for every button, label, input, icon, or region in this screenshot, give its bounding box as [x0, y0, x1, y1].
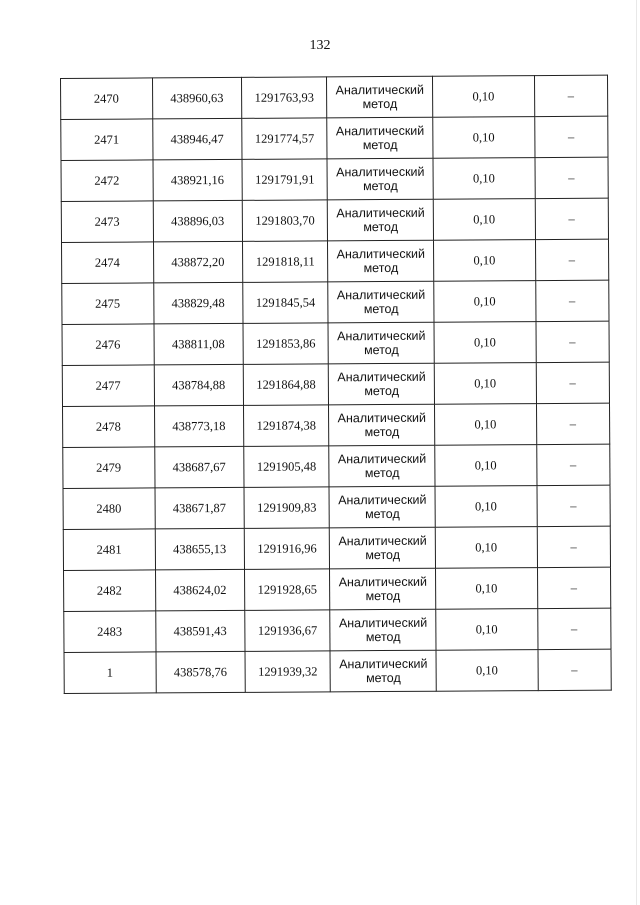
y-coordinate-cell: 1291936,67 [245, 610, 331, 652]
point-number-cell: 2472 [61, 160, 153, 202]
accuracy-cell: 0,10 [435, 404, 537, 446]
x-coordinate-cell: 438624,02 [155, 569, 245, 611]
point-number-cell: 2474 [62, 242, 154, 284]
point-number-cell: 2477 [62, 365, 154, 407]
accuracy-cell: 0,10 [436, 650, 538, 692]
method-line-2: метод [362, 96, 398, 112]
point-number-cell: 2473 [61, 201, 153, 243]
method-line-2: метод [365, 506, 400, 522]
note-cell: – [536, 321, 610, 362]
method-line-2: метод [363, 178, 398, 194]
point-number-cell: 2482 [64, 570, 156, 612]
accuracy-cell: 0,10 [434, 363, 536, 405]
note-cell: – [537, 485, 611, 526]
point-number-cell: 2476 [62, 324, 154, 366]
method-line-1: Аналитический [335, 123, 425, 138]
method-cell [328, 199, 434, 241]
method-line-2: метод [366, 670, 401, 686]
y-coordinate-cell: 1291864,88 [243, 364, 329, 406]
method-cell [330, 650, 436, 692]
method-line-1: Аналитический [338, 574, 428, 589]
table-row [61, 116, 608, 160]
method-line-1: Аналитический [338, 533, 427, 548]
accuracy-cell: 0,10 [433, 158, 535, 200]
note-cell: – [534, 116, 608, 157]
coordinates-table-container [60, 78, 608, 694]
note-cell: – [537, 567, 611, 608]
x-coordinate-cell: 438872,20 [153, 241, 243, 283]
table-row [63, 526, 610, 570]
x-coordinate-cell: 438655,13 [155, 528, 245, 570]
method-line-1: Аналитический [339, 656, 428, 671]
table-row [61, 198, 608, 242]
accuracy-cell: 0,10 [434, 322, 536, 364]
method-cell [330, 568, 436, 610]
accuracy-cell: 0,10 [435, 527, 537, 569]
table-row [64, 649, 611, 693]
method-cell [329, 363, 435, 405]
method-cell [329, 404, 435, 446]
accuracy-cell: 0,10 [434, 240, 536, 282]
method-line-1: Аналитический [336, 205, 425, 220]
method-line-1: Аналитический [337, 328, 426, 343]
note-cell: – [535, 280, 609, 321]
accuracy-cell: 0,10 [435, 486, 537, 528]
method-cell [328, 240, 434, 282]
x-coordinate-cell: 438784,88 [154, 364, 244, 406]
x-coordinate-cell: 438946,47 [152, 118, 242, 160]
method-line-1: Аналитический [337, 410, 427, 425]
method-line-2: метод [364, 383, 400, 399]
y-coordinate-cell: 1291874,38 [243, 405, 329, 447]
y-coordinate-cell: 1291909,83 [244, 487, 330, 529]
point-number-cell: 2470 [61, 78, 153, 120]
method-line-1: Аналитический [336, 246, 426, 261]
method-cell [329, 486, 435, 528]
method-line-2: метод [364, 424, 400, 440]
accuracy-cell: 0,10 [433, 76, 535, 118]
accuracy-cell: 0,10 [433, 199, 535, 241]
y-coordinate-cell: 1291928,65 [244, 569, 330, 611]
y-coordinate-cell: 1291939,32 [245, 651, 331, 693]
y-coordinate-cell: 1291763,93 [241, 77, 327, 119]
y-coordinate-cell: 1291791,91 [242, 159, 328, 201]
y-coordinate-cell: 1291818,11 [242, 241, 328, 283]
note-cell: – [536, 403, 610, 444]
table-row [62, 362, 609, 406]
table-row [64, 567, 611, 611]
coordinates-table [60, 75, 612, 694]
y-coordinate-cell: 1291845,54 [243, 282, 329, 324]
note-cell: – [537, 526, 611, 567]
accuracy-cell: 0,10 [436, 609, 538, 651]
method-line-2: метод [365, 629, 401, 645]
table-row [61, 157, 608, 201]
method-line-1: Аналитический [338, 615, 428, 630]
method-cell [330, 527, 436, 569]
note-cell: – [535, 239, 609, 280]
x-coordinate-cell: 438591,43 [155, 610, 245, 652]
x-coordinate-cell: 438773,18 [154, 405, 244, 447]
table-row [62, 280, 609, 324]
x-coordinate-cell: 438896,03 [153, 200, 243, 242]
table-row [63, 485, 610, 529]
point-number-cell: 2480 [63, 488, 155, 530]
method-line-2: метод [365, 588, 401, 604]
x-coordinate-cell: 438960,63 [152, 77, 242, 119]
accuracy-cell: 0,10 [434, 281, 536, 323]
method-line-2: метод [363, 219, 399, 235]
note-cell: – [535, 157, 609, 198]
method-line-1: Аналитический [338, 492, 427, 507]
method-line-2: метод [362, 137, 398, 153]
method-cell [327, 117, 433, 159]
method-cell [327, 76, 433, 118]
x-coordinate-cell: 438921,16 [153, 159, 243, 201]
point-number-cell: 2483 [64, 611, 156, 653]
method-cell [328, 322, 434, 364]
table-row [63, 403, 610, 447]
note-cell: – [536, 444, 610, 485]
note-cell: – [535, 198, 609, 239]
point-number-cell: 2478 [63, 406, 155, 448]
note-cell: – [534, 75, 608, 116]
method-cell [330, 609, 436, 651]
method-line-2: метод [363, 301, 399, 317]
method-cell [327, 158, 433, 200]
method-line-2: метод [365, 547, 401, 563]
x-coordinate-cell: 438811,08 [154, 323, 244, 365]
accuracy-cell: 0,10 [436, 568, 538, 610]
method-cell [328, 281, 434, 323]
table-row [62, 321, 609, 365]
accuracy-cell: 0,10 [433, 117, 535, 159]
accuracy-cell: 0,10 [435, 445, 537, 487]
point-number-cell: 2481 [63, 529, 155, 571]
point-number-cell: 1 [64, 652, 156, 694]
table-row [62, 239, 609, 283]
note-cell: – [537, 608, 611, 649]
scan-edge [636, 0, 637, 905]
y-coordinate-cell: 1291916,96 [244, 528, 330, 570]
method-line-1: Аналитический [336, 164, 425, 179]
y-coordinate-cell: 1291853,86 [243, 323, 329, 365]
table-body [61, 75, 612, 693]
table-row [64, 608, 611, 652]
method-line-2: метод [363, 260, 399, 276]
method-line-2: метод [364, 465, 400, 481]
page-number: 132 [309, 38, 331, 53]
y-coordinate-cell: 1291774,57 [242, 118, 328, 160]
note-cell: – [536, 362, 610, 403]
x-coordinate-cell: 438578,76 [156, 651, 246, 693]
point-number-cell: 2471 [61, 119, 153, 161]
x-coordinate-cell: 438829,48 [153, 282, 243, 324]
table-row [61, 75, 608, 119]
table-row [63, 444, 610, 488]
x-coordinate-cell: 438687,67 [154, 446, 244, 488]
method-line-1: Аналитический [337, 369, 426, 384]
point-number-cell: 2475 [62, 283, 154, 325]
method-line-1: Аналитический [336, 287, 426, 302]
note-cell: – [538, 649, 612, 690]
x-coordinate-cell: 438671,87 [155, 487, 245, 529]
y-coordinate-cell: 1291803,70 [242, 200, 328, 242]
y-coordinate-cell: 1291905,48 [244, 446, 330, 488]
method-line-1: Аналитический [335, 82, 425, 97]
point-number-cell: 2479 [63, 447, 155, 489]
method-line-2: метод [364, 342, 399, 358]
method-cell [329, 445, 435, 487]
method-line-1: Аналитический [337, 451, 427, 466]
